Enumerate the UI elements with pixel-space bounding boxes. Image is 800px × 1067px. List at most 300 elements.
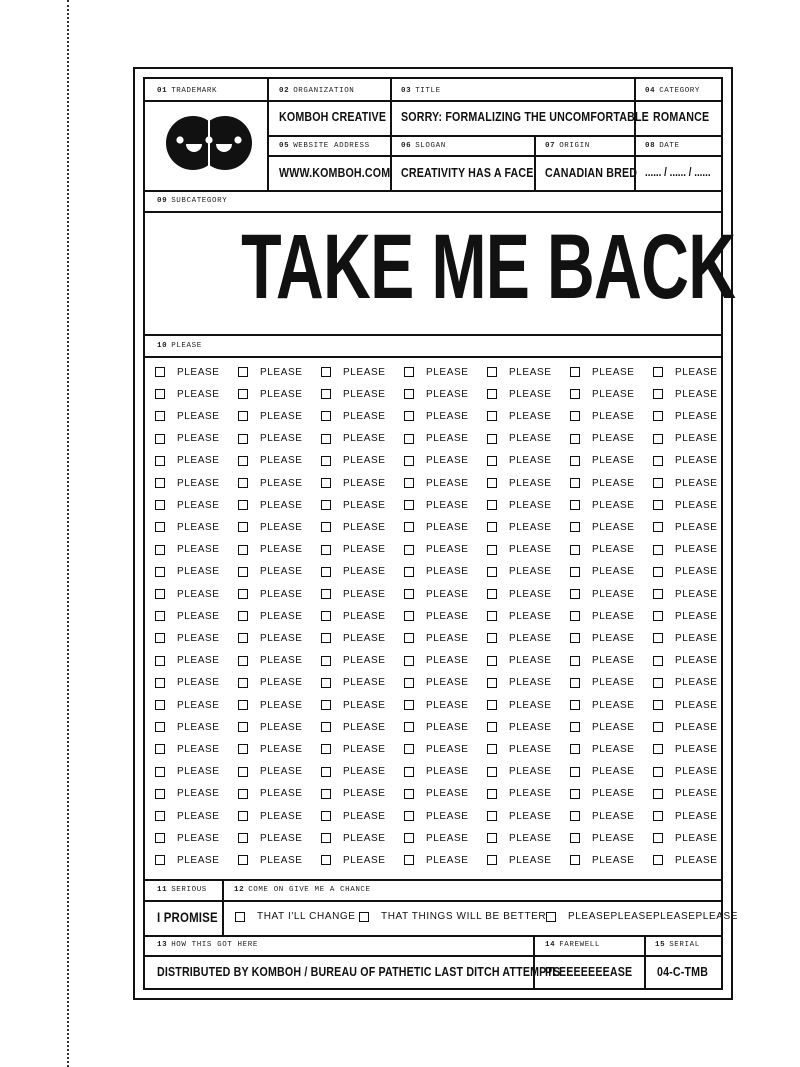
please-option[interactable] bbox=[155, 631, 220, 645]
please-option[interactable] bbox=[570, 587, 635, 601]
checkbox[interactable] bbox=[321, 522, 331, 532]
please-option[interactable] bbox=[321, 720, 386, 734]
checkbox[interactable] bbox=[570, 545, 580, 555]
checkbox[interactable] bbox=[653, 411, 663, 421]
checkbox[interactable] bbox=[570, 855, 580, 865]
please-option[interactable] bbox=[487, 587, 552, 601]
checkbox[interactable] bbox=[404, 744, 414, 754]
checkbox[interactable] bbox=[321, 500, 331, 510]
please-option[interactable] bbox=[487, 454, 552, 468]
please-option[interactable] bbox=[238, 498, 303, 512]
please-option[interactable] bbox=[570, 432, 635, 446]
please-option[interactable] bbox=[487, 565, 552, 579]
please-option[interactable] bbox=[238, 654, 303, 668]
please-option[interactable] bbox=[155, 787, 220, 801]
please-option[interactable] bbox=[653, 587, 718, 601]
checkbox[interactable] bbox=[487, 789, 497, 799]
please-option[interactable] bbox=[238, 587, 303, 601]
please-option[interactable] bbox=[321, 654, 386, 668]
checkbox[interactable] bbox=[321, 789, 331, 799]
checkbox[interactable] bbox=[570, 744, 580, 754]
please-option[interactable] bbox=[404, 698, 469, 712]
checkbox[interactable] bbox=[653, 700, 663, 710]
checkbox[interactable] bbox=[404, 500, 414, 510]
please-option[interactable] bbox=[570, 365, 635, 379]
checkbox[interactable] bbox=[653, 589, 663, 599]
please-option[interactable] bbox=[238, 454, 303, 468]
checkbox[interactable] bbox=[238, 678, 248, 688]
please-option[interactable] bbox=[570, 809, 635, 823]
please-option[interactable] bbox=[238, 720, 303, 734]
please-option[interactable] bbox=[238, 853, 303, 867]
please-option[interactable] bbox=[404, 454, 469, 468]
please-option[interactable] bbox=[487, 720, 552, 734]
checkbox[interactable] bbox=[487, 744, 497, 754]
option-change[interactable]: THAT I'LL CHANGE bbox=[235, 911, 356, 922]
checkbox[interactable] bbox=[570, 811, 580, 821]
please-option[interactable] bbox=[653, 543, 718, 557]
checkbox[interactable] bbox=[155, 633, 165, 643]
checkbox[interactable] bbox=[570, 700, 580, 710]
please-option[interactable] bbox=[155, 365, 220, 379]
checkbox[interactable] bbox=[404, 855, 414, 865]
please-option[interactable] bbox=[570, 631, 635, 645]
checkbox[interactable] bbox=[238, 789, 248, 799]
checkbox[interactable] bbox=[487, 500, 497, 510]
please-option[interactable] bbox=[321, 787, 386, 801]
please-option[interactable] bbox=[487, 432, 552, 446]
please-option[interactable] bbox=[404, 742, 469, 756]
checkbox[interactable] bbox=[570, 434, 580, 444]
checkbox[interactable] bbox=[404, 522, 414, 532]
please-option[interactable] bbox=[404, 631, 469, 645]
checkbox[interactable] bbox=[487, 589, 497, 599]
please-option[interactable] bbox=[487, 787, 552, 801]
checkbox[interactable] bbox=[404, 611, 414, 621]
checkbox[interactable] bbox=[487, 522, 497, 532]
checkbox[interactable] bbox=[570, 633, 580, 643]
checkbox[interactable] bbox=[238, 367, 248, 377]
please-option[interactable] bbox=[487, 831, 552, 845]
please-option[interactable] bbox=[404, 409, 469, 423]
please-option[interactable] bbox=[570, 720, 635, 734]
checkbox[interactable] bbox=[359, 912, 369, 922]
checkbox[interactable] bbox=[487, 611, 497, 621]
checkbox[interactable] bbox=[404, 633, 414, 643]
please-option[interactable] bbox=[570, 765, 635, 779]
checkbox[interactable] bbox=[155, 478, 165, 488]
please-option[interactable] bbox=[653, 498, 718, 512]
please-option[interactable] bbox=[653, 853, 718, 867]
please-option[interactable] bbox=[238, 476, 303, 490]
please-option[interactable] bbox=[487, 698, 552, 712]
please-option[interactable] bbox=[155, 387, 220, 401]
please-option[interactable] bbox=[653, 720, 718, 734]
checkbox[interactable] bbox=[570, 411, 580, 421]
checkbox[interactable] bbox=[653, 389, 663, 399]
please-option[interactable] bbox=[570, 787, 635, 801]
please-option[interactable] bbox=[570, 520, 635, 534]
checkbox[interactable] bbox=[653, 367, 663, 377]
please-option[interactable] bbox=[570, 543, 635, 557]
please-option[interactable] bbox=[570, 454, 635, 468]
please-option[interactable] bbox=[238, 831, 303, 845]
date-field[interactable]: ...... / ...... / ...... bbox=[645, 165, 711, 179]
please-option[interactable] bbox=[487, 631, 552, 645]
please-option[interactable] bbox=[238, 432, 303, 446]
please-option[interactable] bbox=[321, 809, 386, 823]
please-option[interactable] bbox=[653, 454, 718, 468]
checkbox[interactable] bbox=[653, 434, 663, 444]
checkbox[interactable] bbox=[321, 855, 331, 865]
please-option[interactable] bbox=[404, 520, 469, 534]
please-option[interactable] bbox=[404, 387, 469, 401]
please-option[interactable] bbox=[321, 432, 386, 446]
please-option[interactable] bbox=[155, 476, 220, 490]
please-option[interactable] bbox=[653, 565, 718, 579]
checkbox[interactable] bbox=[653, 811, 663, 821]
please-option[interactable] bbox=[570, 409, 635, 423]
checkbox[interactable] bbox=[653, 767, 663, 777]
checkbox[interactable] bbox=[570, 456, 580, 466]
checkbox[interactable] bbox=[238, 722, 248, 732]
checkbox[interactable] bbox=[321, 478, 331, 488]
checkbox[interactable] bbox=[155, 722, 165, 732]
checkbox[interactable] bbox=[570, 656, 580, 666]
please-option[interactable] bbox=[155, 609, 220, 623]
checkbox[interactable] bbox=[487, 456, 497, 466]
please-option[interactable] bbox=[155, 742, 220, 756]
checkbox[interactable] bbox=[155, 389, 165, 399]
checkbox[interactable] bbox=[321, 633, 331, 643]
please-option[interactable] bbox=[404, 765, 469, 779]
please-option[interactable] bbox=[321, 609, 386, 623]
please-option[interactable] bbox=[487, 742, 552, 756]
checkbox[interactable] bbox=[404, 700, 414, 710]
please-option[interactable] bbox=[487, 387, 552, 401]
checkbox[interactable] bbox=[653, 478, 663, 488]
checkbox[interactable] bbox=[487, 567, 497, 577]
checkbox[interactable] bbox=[404, 411, 414, 421]
checkbox[interactable] bbox=[404, 589, 414, 599]
checkbox[interactable] bbox=[487, 678, 497, 688]
please-option[interactable] bbox=[570, 654, 635, 668]
checkbox[interactable] bbox=[487, 700, 497, 710]
please-option[interactable] bbox=[404, 476, 469, 490]
checkbox[interactable] bbox=[570, 478, 580, 488]
please-option[interactable] bbox=[404, 809, 469, 823]
please-option[interactable] bbox=[321, 565, 386, 579]
please-option[interactable] bbox=[155, 831, 220, 845]
checkbox[interactable] bbox=[321, 411, 331, 421]
checkbox[interactable] bbox=[321, 700, 331, 710]
checkbox[interactable] bbox=[238, 411, 248, 421]
checkbox[interactable] bbox=[404, 722, 414, 732]
checkbox[interactable] bbox=[653, 567, 663, 577]
please-option[interactable] bbox=[653, 809, 718, 823]
checkbox[interactable] bbox=[155, 522, 165, 532]
please-option[interactable] bbox=[238, 365, 303, 379]
checkbox[interactable] bbox=[653, 633, 663, 643]
please-option[interactable] bbox=[321, 765, 386, 779]
checkbox[interactable] bbox=[653, 789, 663, 799]
please-option[interactable] bbox=[404, 720, 469, 734]
checkbox[interactable] bbox=[653, 722, 663, 732]
please-option[interactable] bbox=[321, 631, 386, 645]
checkbox[interactable] bbox=[238, 633, 248, 643]
checkbox[interactable] bbox=[404, 456, 414, 466]
checkbox[interactable] bbox=[570, 589, 580, 599]
please-option[interactable] bbox=[238, 520, 303, 534]
please-option[interactable] bbox=[238, 631, 303, 645]
checkbox[interactable] bbox=[653, 500, 663, 510]
checkbox[interactable] bbox=[238, 434, 248, 444]
checkbox[interactable] bbox=[155, 767, 165, 777]
please-option[interactable] bbox=[155, 543, 220, 557]
checkbox[interactable] bbox=[235, 912, 245, 922]
checkbox[interactable] bbox=[653, 456, 663, 466]
please-option[interactable] bbox=[321, 543, 386, 557]
please-option[interactable] bbox=[404, 587, 469, 601]
please-option[interactable] bbox=[238, 387, 303, 401]
checkbox[interactable] bbox=[238, 522, 248, 532]
please-option[interactable] bbox=[570, 698, 635, 712]
please-option[interactable] bbox=[238, 698, 303, 712]
checkbox[interactable] bbox=[238, 855, 248, 865]
checkbox[interactable] bbox=[570, 567, 580, 577]
please-option[interactable] bbox=[653, 476, 718, 490]
checkbox[interactable] bbox=[487, 389, 497, 399]
checkbox[interactable] bbox=[321, 767, 331, 777]
checkbox[interactable] bbox=[404, 367, 414, 377]
please-option[interactable] bbox=[653, 698, 718, 712]
checkbox[interactable] bbox=[404, 767, 414, 777]
checkbox[interactable] bbox=[653, 611, 663, 621]
please-option[interactable] bbox=[487, 476, 552, 490]
checkbox[interactable] bbox=[238, 656, 248, 666]
please-option[interactable] bbox=[155, 654, 220, 668]
checkbox[interactable] bbox=[321, 567, 331, 577]
checkbox[interactable] bbox=[404, 811, 414, 821]
checkbox[interactable] bbox=[321, 589, 331, 599]
please-option[interactable] bbox=[155, 809, 220, 823]
please-option[interactable] bbox=[155, 676, 220, 690]
please-option[interactable] bbox=[321, 831, 386, 845]
please-option[interactable] bbox=[238, 742, 303, 756]
checkbox[interactable] bbox=[404, 389, 414, 399]
checkbox[interactable] bbox=[238, 700, 248, 710]
checkbox[interactable] bbox=[487, 656, 497, 666]
please-option[interactable] bbox=[487, 543, 552, 557]
checkbox[interactable] bbox=[404, 656, 414, 666]
please-option[interactable] bbox=[487, 609, 552, 623]
checkbox[interactable] bbox=[321, 456, 331, 466]
checkbox[interactable] bbox=[487, 633, 497, 643]
checkbox[interactable] bbox=[487, 478, 497, 488]
checkbox[interactable] bbox=[404, 545, 414, 555]
checkbox[interactable] bbox=[321, 833, 331, 843]
checkbox[interactable] bbox=[238, 744, 248, 754]
please-option[interactable] bbox=[570, 676, 635, 690]
checkbox[interactable] bbox=[238, 500, 248, 510]
checkbox[interactable] bbox=[155, 411, 165, 421]
checkbox[interactable] bbox=[404, 833, 414, 843]
please-option[interactable] bbox=[653, 831, 718, 845]
option-better[interactable]: THAT THINGS WILL BE BETTER bbox=[359, 911, 546, 922]
please-option[interactable] bbox=[321, 587, 386, 601]
checkbox[interactable] bbox=[653, 522, 663, 532]
please-option[interactable] bbox=[404, 787, 469, 801]
checkbox[interactable] bbox=[321, 744, 331, 754]
please-option[interactable] bbox=[487, 520, 552, 534]
please-option[interactable] bbox=[321, 520, 386, 534]
checkbox[interactable] bbox=[238, 811, 248, 821]
option-please[interactable]: PLEASEPLEASEPLEASEPLEASE bbox=[546, 911, 738, 922]
please-option[interactable] bbox=[155, 698, 220, 712]
checkbox[interactable] bbox=[653, 833, 663, 843]
please-option[interactable] bbox=[570, 476, 635, 490]
please-option[interactable] bbox=[570, 498, 635, 512]
checkbox[interactable] bbox=[155, 656, 165, 666]
checkbox[interactable] bbox=[155, 811, 165, 821]
please-option[interactable] bbox=[653, 676, 718, 690]
checkbox[interactable] bbox=[487, 833, 497, 843]
checkbox[interactable] bbox=[155, 678, 165, 688]
checkbox[interactable] bbox=[653, 656, 663, 666]
please-option[interactable] bbox=[487, 853, 552, 867]
checkbox[interactable] bbox=[570, 367, 580, 377]
checkbox[interactable] bbox=[487, 722, 497, 732]
please-option[interactable] bbox=[155, 720, 220, 734]
checkbox[interactable] bbox=[238, 545, 248, 555]
checkbox[interactable] bbox=[653, 855, 663, 865]
checkbox[interactable] bbox=[570, 611, 580, 621]
please-option[interactable] bbox=[570, 565, 635, 579]
please-option[interactable] bbox=[653, 609, 718, 623]
please-option[interactable] bbox=[570, 742, 635, 756]
checkbox[interactable] bbox=[238, 833, 248, 843]
please-option[interactable] bbox=[321, 498, 386, 512]
checkbox[interactable] bbox=[321, 367, 331, 377]
please-option[interactable] bbox=[155, 853, 220, 867]
please-option[interactable] bbox=[653, 631, 718, 645]
please-option[interactable] bbox=[487, 654, 552, 668]
checkbox[interactable] bbox=[321, 434, 331, 444]
please-option[interactable] bbox=[487, 676, 552, 690]
please-option[interactable] bbox=[238, 543, 303, 557]
please-option[interactable] bbox=[238, 609, 303, 623]
please-option[interactable] bbox=[321, 365, 386, 379]
checkbox[interactable] bbox=[238, 389, 248, 399]
please-option[interactable] bbox=[487, 809, 552, 823]
checkbox[interactable] bbox=[321, 811, 331, 821]
please-option[interactable] bbox=[155, 432, 220, 446]
please-option[interactable] bbox=[487, 765, 552, 779]
checkbox[interactable] bbox=[570, 678, 580, 688]
please-option[interactable] bbox=[404, 654, 469, 668]
checkbox[interactable] bbox=[155, 700, 165, 710]
checkbox[interactable] bbox=[155, 833, 165, 843]
please-option[interactable] bbox=[321, 853, 386, 867]
checkbox[interactable] bbox=[321, 678, 331, 688]
please-option[interactable] bbox=[238, 409, 303, 423]
please-option[interactable] bbox=[155, 409, 220, 423]
checkbox[interactable] bbox=[321, 722, 331, 732]
please-option[interactable] bbox=[653, 432, 718, 446]
checkbox[interactable] bbox=[238, 567, 248, 577]
please-option[interactable] bbox=[404, 676, 469, 690]
checkbox[interactable] bbox=[653, 678, 663, 688]
please-option[interactable] bbox=[155, 454, 220, 468]
please-option[interactable] bbox=[653, 520, 718, 534]
checkbox[interactable] bbox=[570, 389, 580, 399]
checkbox[interactable] bbox=[321, 389, 331, 399]
please-option[interactable] bbox=[321, 409, 386, 423]
checkbox[interactable] bbox=[238, 478, 248, 488]
please-option[interactable] bbox=[321, 454, 386, 468]
checkbox[interactable] bbox=[155, 567, 165, 577]
please-option[interactable] bbox=[238, 765, 303, 779]
checkbox[interactable] bbox=[404, 478, 414, 488]
please-option[interactable] bbox=[321, 387, 386, 401]
please-option[interactable] bbox=[653, 365, 718, 379]
checkbox[interactable] bbox=[155, 434, 165, 444]
checkbox[interactable] bbox=[155, 789, 165, 799]
checkbox[interactable] bbox=[570, 500, 580, 510]
please-option[interactable] bbox=[570, 387, 635, 401]
checkbox[interactable] bbox=[321, 611, 331, 621]
checkbox[interactable] bbox=[653, 744, 663, 754]
checkbox[interactable] bbox=[404, 789, 414, 799]
checkbox[interactable] bbox=[155, 589, 165, 599]
checkbox[interactable] bbox=[487, 545, 497, 555]
checkbox[interactable] bbox=[404, 567, 414, 577]
please-option[interactable] bbox=[238, 787, 303, 801]
please-option[interactable] bbox=[487, 409, 552, 423]
please-option[interactable] bbox=[404, 609, 469, 623]
checkbox[interactable] bbox=[487, 811, 497, 821]
checkbox[interactable] bbox=[321, 545, 331, 555]
please-option[interactable] bbox=[404, 365, 469, 379]
checkbox[interactable] bbox=[321, 656, 331, 666]
please-option[interactable] bbox=[487, 498, 552, 512]
checkbox[interactable] bbox=[155, 367, 165, 377]
please-option[interactable] bbox=[570, 853, 635, 867]
checkbox[interactable] bbox=[155, 855, 165, 865]
please-option[interactable] bbox=[238, 565, 303, 579]
please-option[interactable] bbox=[321, 676, 386, 690]
checkbox[interactable] bbox=[487, 767, 497, 777]
checkbox[interactable] bbox=[155, 500, 165, 510]
please-option[interactable] bbox=[155, 587, 220, 601]
please-option[interactable] bbox=[653, 742, 718, 756]
please-option[interactable] bbox=[404, 543, 469, 557]
checkbox[interactable] bbox=[155, 611, 165, 621]
checkbox[interactable] bbox=[238, 611, 248, 621]
please-option[interactable] bbox=[321, 476, 386, 490]
please-option[interactable] bbox=[404, 432, 469, 446]
please-option[interactable] bbox=[570, 609, 635, 623]
checkbox[interactable] bbox=[570, 767, 580, 777]
checkbox[interactable] bbox=[546, 912, 556, 922]
please-option[interactable] bbox=[653, 765, 718, 779]
checkbox[interactable] bbox=[487, 855, 497, 865]
please-option[interactable] bbox=[570, 831, 635, 845]
please-option[interactable] bbox=[155, 565, 220, 579]
please-option[interactable] bbox=[653, 409, 718, 423]
checkbox[interactable] bbox=[487, 367, 497, 377]
please-option[interactable] bbox=[404, 853, 469, 867]
